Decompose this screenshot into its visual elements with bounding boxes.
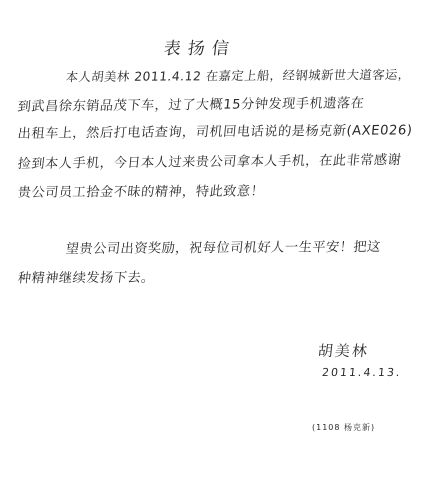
signature-date: 2011.4.13.: [321, 366, 403, 379]
letter-line-2: 到武昌徐东销品茂下车，过了大概15分钟发现手机遗落在: [16, 96, 365, 115]
reference-note: (1108 杨克新): [312, 423, 376, 432]
letter-line-1: 本人胡美林 2011.4.12 在嘉定上船，经钢城新世大道客运，: [65, 67, 412, 85]
letter-line-6: 望贵公司出资奖励，祝每位司机好人一生平安！把这: [64, 239, 382, 258]
letter-line-7: 种精神继续发扬下去。: [17, 270, 156, 287]
signature-name: 胡美林: [317, 342, 370, 360]
letter-line-3: 出租车上，然后打电话查询，司机回电话说的是杨克新(AXE026): [16, 123, 414, 142]
letter-title: 表扬信: [162, 39, 237, 59]
letter-line-4: 捡到本人手机，今日本人过来贵公司拿本人手机，在此非常感谢: [16, 152, 402, 173]
letter-line-5: 贵公司员工拾金不昧的精神，特此致意！: [16, 184, 265, 201]
